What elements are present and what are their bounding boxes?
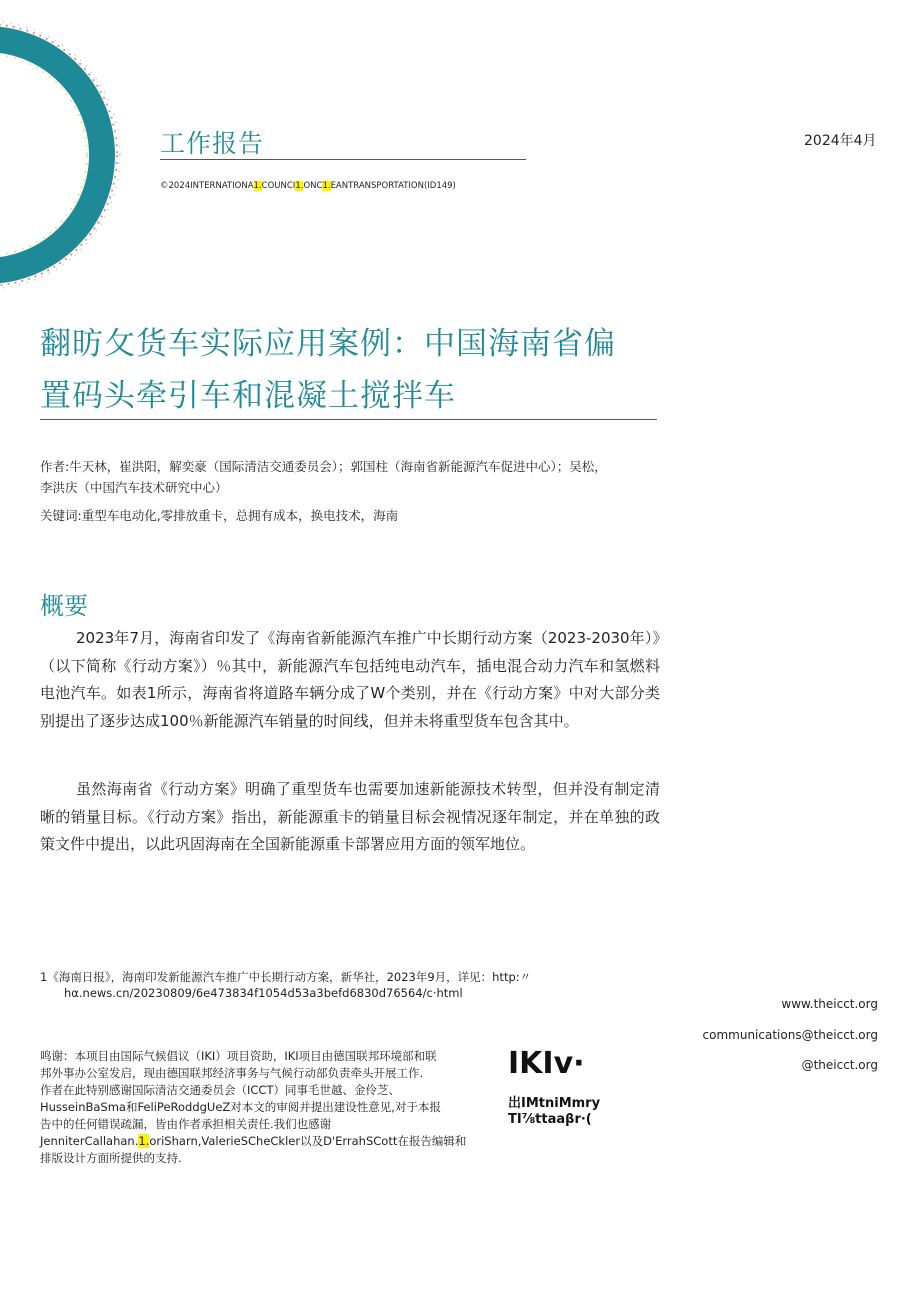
summary-paragraph-1: 2023年7月，海南省印发了《海南省新能源汽车推广中长期行动方案（2023-2030年）》（以下简称《行动方案》）％其中，新能源汽车包括纯电动汽车，插电混合动力汽车和氢燃料电池汽车。如表1所示，海南省将道路车辆分成了W个类别，并在《行动方案》中对大部分类别提出了逐步达成100％新能源汽车销量的时间线，但并未将重型货车包含其中。 bbox=[40, 629, 660, 730]
acknowledgment-line: HusseinBaSma和FeliPeRoddgUeZ对本文的审阅并提出建设性意见,对于本报 bbox=[40, 1100, 441, 1114]
decorative-ring bbox=[0, 0, 140, 290]
social-handle[interactable]: @theicct.org bbox=[801, 1058, 878, 1072]
highlighted-text: 1. bbox=[295, 181, 304, 191]
footnote bbox=[40, 969, 580, 1001]
funder-line-2: TI⅞ttaaβr·( bbox=[508, 1112, 592, 1127]
acknowledgment-text: JenniterCallahan. bbox=[40, 1134, 139, 1148]
report-title bbox=[40, 318, 660, 422]
email-link[interactable]: communications@theicct.org bbox=[702, 1028, 878, 1042]
funder-logo-text bbox=[508, 1096, 600, 1128]
header-divider bbox=[160, 159, 526, 160]
document-type: 工作报告 bbox=[160, 129, 265, 158]
highlighted-text: 1. bbox=[253, 181, 262, 191]
footnote-line-1: 1《海南日报》，海南印发新能源汽车推广中长期行动方案，新华社，2023年9月，详见：http:〃 bbox=[40, 970, 532, 984]
footnote-url[interactable]: hα.news.cn/20230809/6e473834f1054d53a3befd6830d76564/c·html bbox=[64, 986, 463, 1000]
acknowledgment-line: 告中的任何错误疏漏，皆由作者承担相关责任.我们也感谢 bbox=[40, 1117, 332, 1131]
acknowledgment-line bbox=[40, 1133, 480, 1150]
website-link[interactable]: www.theicct.org bbox=[781, 997, 878, 1011]
highlighted-text: 1. bbox=[138, 1134, 150, 1148]
acknowledgment-line: 鸣谢：本项目由国际气候倡议（IKI）项目资助，IKI项目由德国联邦环境部和联 bbox=[40, 1049, 437, 1063]
acknowledgment-line: 排版设计方面所提供的支持. bbox=[40, 1151, 182, 1165]
title-divider bbox=[40, 419, 657, 420]
publication-date: 2024年4月 bbox=[804, 133, 877, 149]
keywords: 关键词:重型车电动化,零排放重卡，总拥有成本，换电技术，海南 bbox=[40, 508, 399, 523]
acknowledgment-line: 作者在此特别感谢国际清洁交通委员会（ICCT）同事毛世越、金伶芝、 bbox=[40, 1083, 400, 1097]
acknowledgment bbox=[40, 1048, 480, 1167]
copyright-line: ©2024INTERNATIONA1.COUNCI1.ONC1.EANTRANSPORTATION(ID149) bbox=[160, 181, 456, 191]
authors bbox=[40, 456, 660, 498]
report-title-line-1: 翻昉攵货车实际应用案例：中国海南省偏 bbox=[40, 326, 616, 362]
section-heading-summary: 概要 bbox=[40, 592, 88, 620]
acknowledgment-text: oriSharn,ValerieSCheCkler以及D'ErrahSCott在报告编辑和 bbox=[149, 1134, 467, 1148]
acknowledgment-line: 邦外事办公室发启，现由德国联邦经济事务与气候行动部负责牵头开展工作. bbox=[40, 1066, 424, 1080]
authors-line-2: 李洪庆（中国汽车技术研究中心） bbox=[40, 480, 228, 495]
authors-line-1: 作者:牛天林，崔洪阳，解奕豪（国际清洁交通委员会）；郭国柱（海南省新能源汽车促进中心）；吴松， bbox=[40, 459, 607, 474]
funder-line-1: 岀IMtniMmry bbox=[508, 1096, 601, 1111]
iki-logo: IKIv· bbox=[508, 1046, 585, 1081]
highlighted-text: 1. bbox=[322, 181, 331, 191]
report-title-line-2: 置码头牵引车和混凝土搅拌车 bbox=[40, 378, 456, 414]
summary-paragraph-2: 虽然海南省《行动方案》明确了重型货车也需要加速新能源技术转型，但并没有制定清晰的销量目标。《行动方案》指出，新能源重卡的销量目标会视情况逐年制定，并在单独的政策文件中提出，以此巩固海南在全国新能源重卡部署应用方面的领军地位。 bbox=[40, 780, 660, 853]
